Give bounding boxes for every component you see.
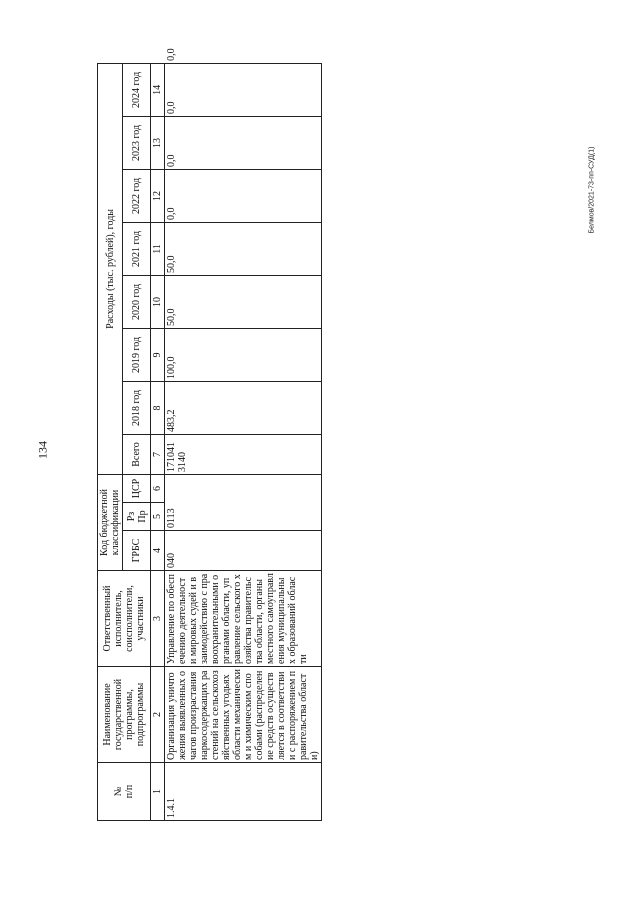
header-executor: Ответственный исполнитель, соисполнители, участники xyxy=(98,571,151,667)
row-no: 1.4.1 xyxy=(165,763,322,821)
row-value-2018: 100,0 xyxy=(165,328,322,381)
header-no: № п/п xyxy=(98,763,151,821)
row-rz-pr: 0113 xyxy=(165,474,322,530)
expenses-table xyxy=(97,48,322,821)
column-number: 7 xyxy=(151,434,165,474)
column-number: 8 xyxy=(151,381,165,434)
column-number: 4 xyxy=(151,531,165,571)
header-year-2024: 2024 год xyxy=(123,63,151,116)
header-year-2020: 2020 год xyxy=(123,275,151,328)
document-code: Белмов/2021-73-пп-СУД(1) xyxy=(588,146,596,234)
column-number: 5 xyxy=(151,503,165,531)
row-value-2020: 50,0 xyxy=(165,222,322,275)
row-value-2023: 0,0 xyxy=(165,63,322,116)
row-grbs: 040 xyxy=(165,531,322,571)
column-number: 13 xyxy=(151,116,165,169)
header-year-2023: 2023 год xyxy=(123,116,151,169)
table-row: 1.4.1 Организация уничтожения выявленных очагов произрастания наркосодержащих растений на сельскохозяйственных угодьях области механическим и химическим способами (распределение средств осуществляется в соответствии с распоряжением правительства области) Управление по обеспечению деятельности мировых судей и взаимодействию с правоохранительными органами области, управление сельского хозяйства правительства области, органы местного самоуправления муниципальных образований области 040 0113 171041 3140 483,2 100,0 50,0 50,0 0,0 0,0 0,0 0,0 xyxy=(165,63,322,820)
header-total: Всего xyxy=(123,434,151,474)
column-number: 11 xyxy=(151,222,165,275)
row-executor: Управление по обеспечению деятельности мировых судей и взаимодействию с правоохранительными органами области, управление сельского хозяйства правительства области, органы местного самоуправления муниципальных образований области xyxy=(165,571,322,667)
header-expenses: Расходы (тыс. рублей), годы xyxy=(98,63,123,474)
row-name: Организация уничтожения выявленных очагов произрастания наркосодержащих растений на сельскохозяйственных угодьях области механическим и химическим способами (распределение средств осуществляется в соответствии с распоряжением правительства области) xyxy=(165,667,322,763)
header-year-2019: 2019 год xyxy=(123,328,151,381)
row-value-2019: 50,0 xyxy=(165,275,322,328)
header-year-2022: 2022 год xyxy=(123,169,151,222)
row-value-2022: 0,0 xyxy=(165,116,322,169)
expenses-table-frame xyxy=(97,48,320,821)
header-year-2018: 2018 год xyxy=(123,381,151,434)
column-number: 9 xyxy=(151,328,165,381)
header-year-2021: 2021 год xyxy=(123,222,151,275)
header-pr: Пр xyxy=(136,510,148,523)
column-number: 3 xyxy=(151,571,165,667)
column-number: 6 xyxy=(151,474,165,502)
header-budget-code: Код бюджетной классификации xyxy=(98,474,123,570)
column-number-row xyxy=(151,63,165,820)
header-rz-pr xyxy=(123,503,151,531)
column-number: 14 xyxy=(151,63,165,116)
page-number: 134 xyxy=(35,441,50,459)
row-value-2021: 0,0 xyxy=(165,169,322,222)
header-rz: Рз xyxy=(125,511,137,522)
row-csr: 171041 3140 xyxy=(165,434,322,474)
header-name: Наименование государственной программы, подпрограммы xyxy=(98,667,151,763)
column-number: 10 xyxy=(151,275,165,328)
column-number: 2 xyxy=(151,667,165,763)
column-number: 12 xyxy=(151,169,165,222)
header-grbs: ГРБС xyxy=(123,531,151,571)
column-number: 1 xyxy=(151,763,165,821)
row-total: 483,2 xyxy=(165,381,322,434)
header-csr: ЦСР xyxy=(123,474,151,502)
